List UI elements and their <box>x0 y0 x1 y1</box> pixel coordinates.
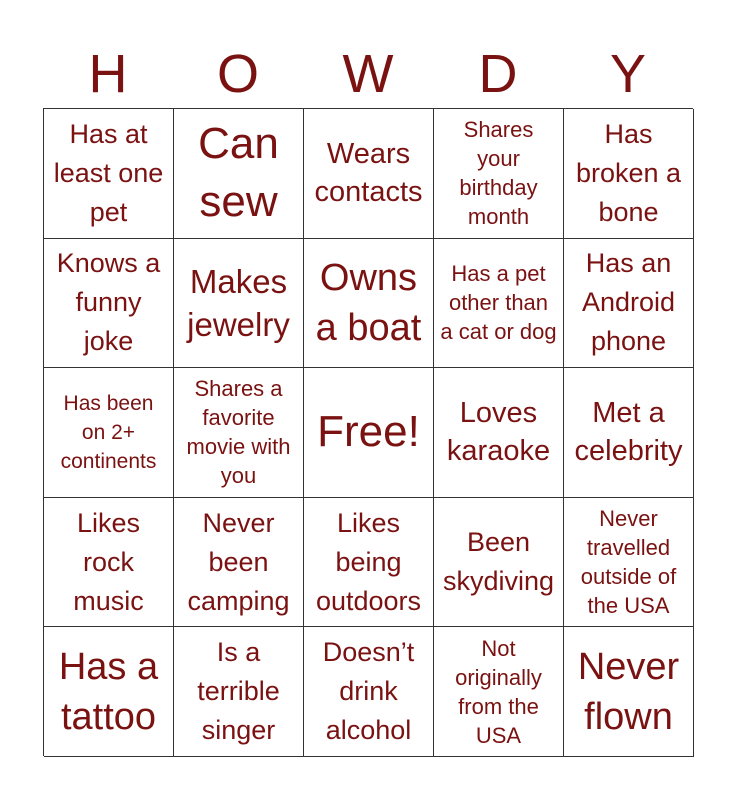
bingo-cell-label: Shares a favorite movie with you <box>186 376 291 489</box>
bingo-cell-label: Been skydiving <box>442 527 555 597</box>
bingo-cell-label: Has broken a bone <box>575 118 682 227</box>
bingo-cell-label: Has a pet other than a cat or dog <box>440 261 557 345</box>
bingo-cell-label: Has been on 2+ continents <box>60 391 157 473</box>
bingo-cell[interactable] <box>304 368 434 498</box>
bingo-cell[interactable] <box>174 368 304 498</box>
bingo-cell-label: Doesn’t drink alcohol <box>322 637 415 746</box>
bingo-cell[interactable] <box>304 239 434 369</box>
bingo-cell[interactable] <box>564 239 694 369</box>
bingo-cell-label: Loves karaoke <box>446 397 551 468</box>
header-letter-h: H <box>88 44 128 104</box>
header-letter-y: Y <box>609 44 647 104</box>
bingo-cell[interactable] <box>434 109 564 239</box>
bingo-cell[interactable] <box>434 368 564 498</box>
bingo-cell[interactable] <box>434 239 564 369</box>
bingo-cell[interactable] <box>174 627 304 757</box>
bingo-cell-label: Has an Android phone <box>581 248 676 357</box>
bingo-cell-label: Is a terrible singer <box>197 637 280 746</box>
bingo-header <box>43 40 693 108</box>
bingo-cell[interactable] <box>44 498 174 628</box>
bingo-cell[interactable] <box>434 498 564 628</box>
bingo-cell-label: Free! <box>317 407 420 457</box>
bingo-cell-label: Owns a boat <box>315 256 422 349</box>
bingo-cell[interactable] <box>44 109 174 239</box>
header-letter-d: D <box>478 44 518 104</box>
bingo-cell[interactable] <box>434 627 564 757</box>
bingo-cell-label: Has a tattoo <box>58 645 159 738</box>
header-letter-o: O <box>216 44 259 104</box>
bingo-cell-label: Never travelled outside of the USA <box>580 506 677 619</box>
header-letter-w: W <box>342 44 394 104</box>
bingo-cell-label: Met a celebrity <box>574 397 683 468</box>
bingo-cell-label: Makes jewelry <box>187 262 290 343</box>
bingo-cell[interactable] <box>174 498 304 628</box>
bingo-cell-label: Wears contacts <box>314 138 423 209</box>
bingo-cell[interactable] <box>304 109 434 239</box>
bingo-cell[interactable] <box>564 368 694 498</box>
bingo-cell-label: Not originally from the USA <box>455 635 542 748</box>
bingo-cell-label: Never flown <box>577 645 680 738</box>
bingo-cell-label: Can sew <box>198 119 279 227</box>
bingo-cell[interactable] <box>564 627 694 757</box>
bingo-cell[interactable] <box>174 109 304 239</box>
bingo-cell-label: Likes being outdoors <box>315 507 422 616</box>
bingo-cell-label: Shares your birthday month <box>459 117 538 230</box>
bingo-cell[interactable] <box>174 239 304 369</box>
bingo-cell-label: Knows a funny joke <box>56 248 161 357</box>
bingo-cell-label: Never been camping <box>187 507 290 616</box>
bingo-cell-label: Has at least one pet <box>53 118 164 227</box>
bingo-cell[interactable] <box>304 498 434 628</box>
bingo-cell[interactable] <box>44 239 174 369</box>
bingo-cell[interactable] <box>564 109 694 239</box>
bingo-board <box>43 108 693 756</box>
bingo-cell[interactable] <box>304 627 434 757</box>
bingo-cell-label: Likes rock music <box>73 507 144 616</box>
bingo-cell[interactable] <box>564 498 694 628</box>
bingo-cell[interactable] <box>44 627 174 757</box>
bingo-cell[interactable] <box>44 368 174 498</box>
